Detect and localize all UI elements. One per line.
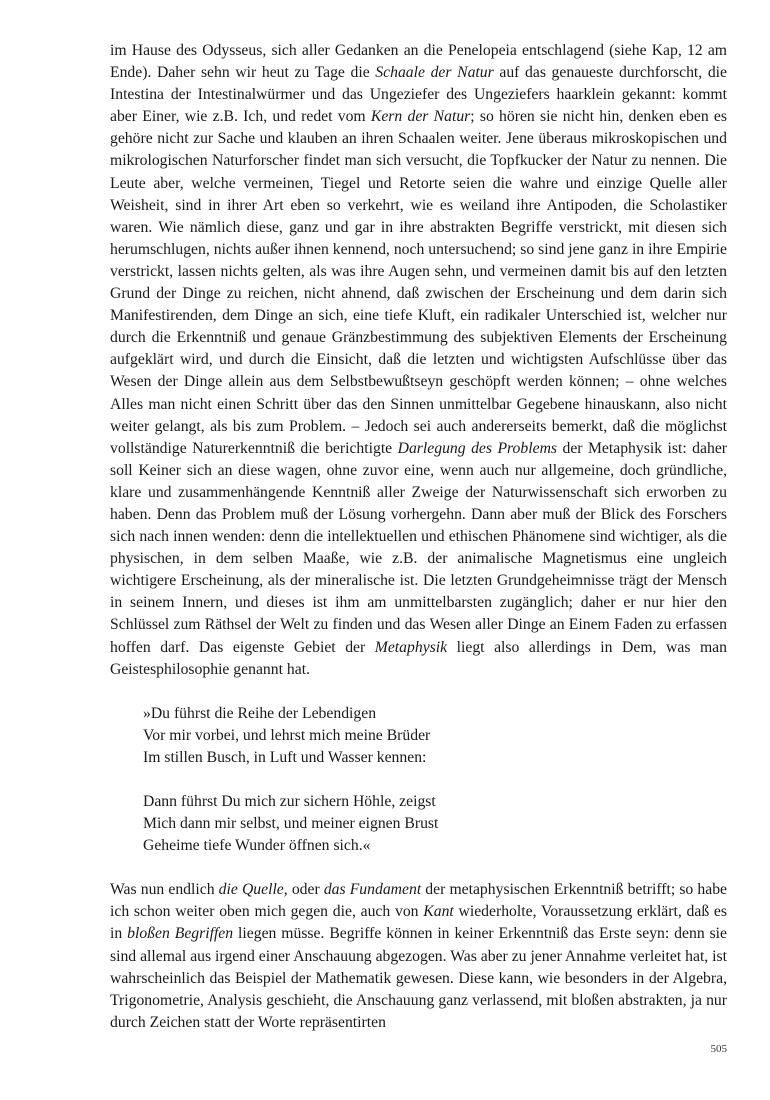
verse-line: Dann führst Du mich zur sichern Höhle, zeigst bbox=[143, 793, 436, 810]
text-run: ; so hören sie nicht hin, denken eben es gehöre nicht zur Sache und klauben an ihren Schaalen weiter. Jene überaus mikroskopischen und mikrologischen Naturforscher findet man sich versucht, die Topfkucker der Natur zu nennen. Die Leute aber, welche vermeinen, Tiegel und Retorte seien die wahre und einzige Quelle aller Weisheit, sind in ihrer Art eben so verkehrt, wie es weiland ihre Antipoden, die Scholastiker waren. Wie nämlich diese, ganz und gar in ihre abstrakten Begriffe verstrickt, mit diesen sich herumschlugen, nichts außer ihnen kennend, noch untersuchend; so sind jene ganz in ihre Empirie verstrickt, lassen nichts gelten, als was ihre Augen sehn, und vermeinen damit bis auf den letzten Grund der Dinge zu reichen, nicht ahnend, daß zwischen der Erscheinung und dem darin sich Manifestirenden, dem Dinge an sich, eine tiefe Kluft, ein radikaler Unterschied ist, welcher nur durch die Erkenntniß und genaue Gränzbestimmung des subjektiven Elements der Erscheinung aufgeklärt wird, und durch die Einsicht, daß die letzten und wichtigsten Aufschlüsse über das Wesen der Dinge allein aus dem Selbstbewußtseyn geschöpft werden können; – ohne welches Alles man nicht einen Schritt über das den Sinnen unmittelbar Gegebene hinauskann, also nicht weiter gelangt, als bis zum Problem. – Jedoch sei auch andererseits bemerkt, daß die möglichst vollständige Naturerkenntniß die berichtigte bbox=[110, 108, 727, 457]
verse-stanza bbox=[143, 703, 727, 769]
verse-line: Vor mir vorbei, und lehrst mich meine Brüder bbox=[143, 726, 431, 744]
text-run: auf das genaueste durchforscht, die Intestina der Intestinalwürmer und das Ungeziefer des Ungeziefers haarklein gekannt: kommt aber Einer, wie z.B. Ich, und redet vom bbox=[110, 64, 727, 126]
italic-text-run: bloßen Begriffen bbox=[127, 925, 234, 943]
italic-text-run: die Quelle bbox=[218, 881, 284, 899]
paragraph-source-of-knowledge bbox=[110, 879, 727, 1034]
italic-text-run: Kant bbox=[423, 903, 454, 921]
verse-line: Mich dann mir selbst, und meiner eignen Brust bbox=[143, 815, 439, 833]
text-run: der metaphysischen Erkenntniß betrifft; so habe ich schon weiter oben mich gegen die, auch von bbox=[110, 881, 728, 921]
text-run: liegt also allerdings in Dem, was man Geistesphilosophie genannt hat. bbox=[110, 638, 727, 678]
text-run: der Metaphysik ist: daher soll Keiner sich an diese wagen, ohne zuvor eine, wenn auch nur allgemeine, doch gründliche, klare und zusammenhängende Kenntniß aller Zweige der Naturwissenschaft sich erworben zu haben. Denn das Problem muß der Lösung vorhergehn. Dann aber muß der Blick des Forschers sich nach innen wenden: denn die intellektuellen und ethischen Phänomene sind wichtiger, als die physischen, in dem selben Maaße, wie z.B. der animalische Magnetismus eine ungleich wichtigere Erscheinung, als der mineralische ist. Die letzten Grundgeheimnisse trägt der Mensch in seinem Innern, und dieses ist ihm am unmittelbarsten zugänglich; daher er nur hier den Schlüssel zum Räthsel der Welt zu finden und das Wesen aller Dinge an Einem Faden zu erfassen hoffen darf. Das eigenste Gebiet der bbox=[110, 439, 728, 656]
text-run: im Hause des Odysseus, sich aller Gedanken an die Penelopeia entschlagend (siehe Kap, 12 am Ende). Daher sehn wir heut zu Tage die bbox=[110, 42, 727, 82]
page-number: 505 bbox=[710, 1043, 727, 1055]
verse-quotation bbox=[143, 703, 727, 858]
text-run: wiederholte, Voraussetzung erklärt, daß es in bbox=[110, 903, 727, 943]
italic-text-run: Kern der Natur bbox=[370, 108, 471, 126]
italic-text-run: Metaphysik bbox=[374, 638, 448, 656]
text-run: , oder bbox=[283, 881, 324, 899]
verse-line: Im stillen Busch, in Luft und Wasser kennen: bbox=[143, 748, 427, 766]
paragraph-metaphysics-nature bbox=[110, 40, 727, 681]
italic-text-run: Schaale der Natur bbox=[375, 64, 494, 82]
text-run: liegen müsse. Begriffe können in keiner Erkenntniß das Erste seyn: denn sie sind allemal aus irgend einer Anschauung abgezogen. Was aber zu jener Annahme verleitet hat, ist wahrscheinlich das Beispiel der Mathematik gewesen. Diese kann, wie besonders in der Algebra, Trigonometrie, Analysis geschieht, die Anschauung ganz verlassend, mit bloßen abstrakten, ja nur durch Zeichen statt der Worte repräsentirten bbox=[110, 925, 728, 1031]
verse-line: »Du führst die Reihe der Lebendigen bbox=[143, 704, 377, 722]
page-body bbox=[110, 40, 727, 1034]
text-run: Was nun endlich bbox=[110, 881, 219, 899]
italic-text-run: Darlegung des Problems bbox=[397, 439, 557, 457]
verse-stanza bbox=[143, 791, 727, 857]
italic-text-run: das Fundament bbox=[323, 881, 422, 899]
verse-line: Geheime tiefe Wunder öffnen sich.« bbox=[143, 837, 371, 855]
